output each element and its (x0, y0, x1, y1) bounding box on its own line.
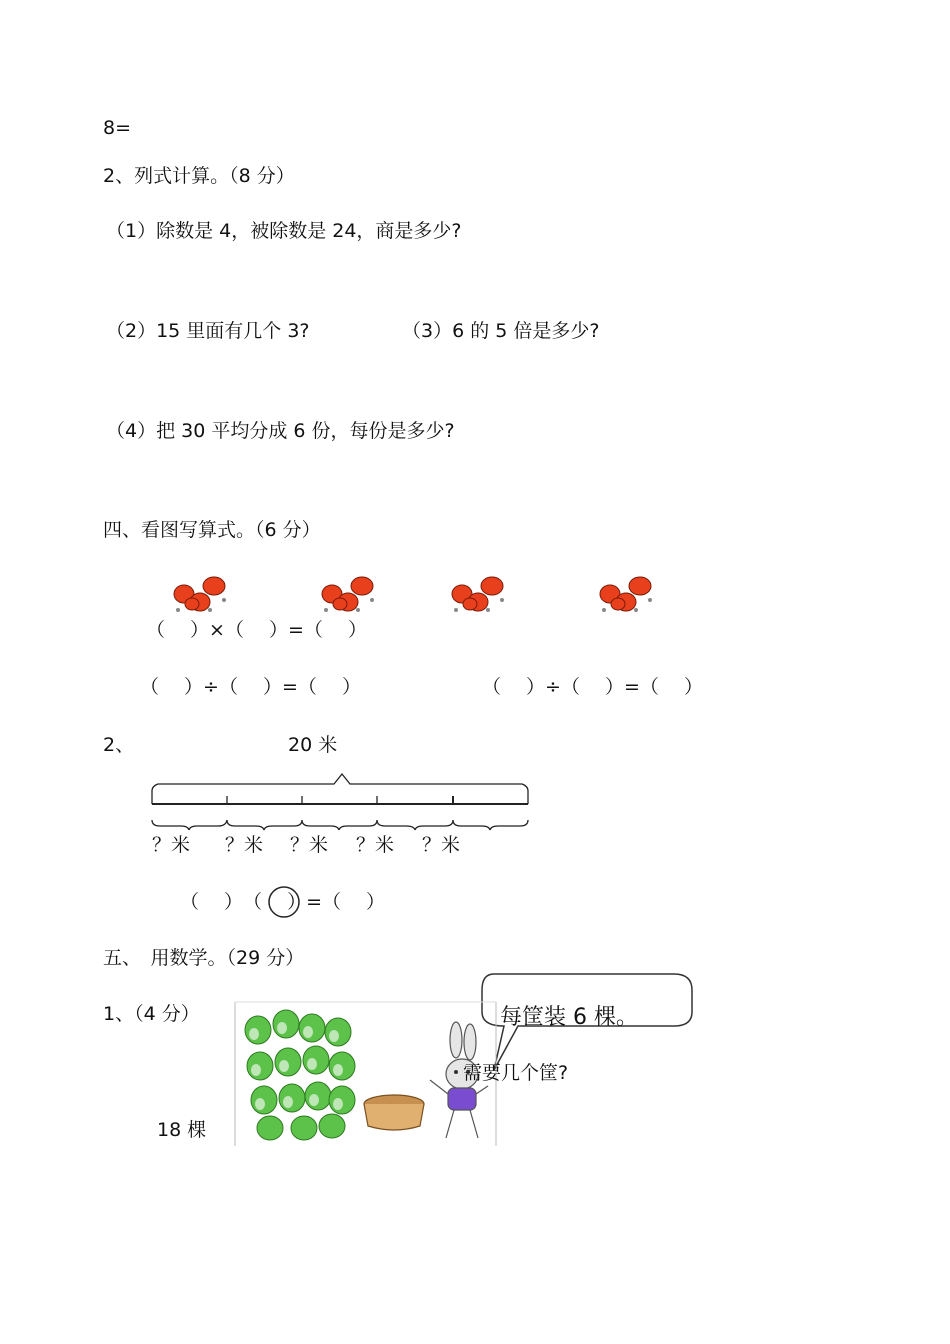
equation-blank[interactable]: （ ） （ ）=（ ） (180, 891, 386, 913)
section-4-title: 四、看图写算式。（6 分） (103, 519, 321, 541)
line-segment-diagram (148, 768, 534, 834)
segment-label: ？米 (356, 834, 395, 856)
segment-label: ？米 (290, 834, 329, 856)
circle-blank-icon[interactable] (266, 884, 302, 920)
q2-3: （3）6 的 5 倍是多少? (402, 320, 600, 342)
speech-bubble-text: 每筐装 6 棵。 (500, 1005, 638, 1030)
question-4-2-label: 2、 (103, 734, 135, 756)
q2-1: （1）除数是 4，被除数是 24，商是多少? (106, 220, 462, 242)
segment-label: ？米 (152, 834, 191, 856)
fruit-cluster-icon (170, 572, 234, 618)
equation-divide-b[interactable]: （ ）÷（ ）=（ ） (482, 676, 703, 698)
top-fragment: 8= (103, 117, 132, 139)
q2-4: （4）把 30 平均分成 6 份，每份是多少? (106, 420, 455, 442)
q2-title: 2、列式计算。（8 分） (103, 165, 295, 187)
equation-divide-a[interactable]: （ ）÷（ ）=（ ） (140, 676, 361, 698)
total-length-label: 20 米 (288, 734, 338, 756)
question-5-1-label: 1、（4 分） (103, 1003, 200, 1025)
fruit-cluster-icon (596, 572, 660, 618)
section-5-title: 五、 用数学。（29 分） (103, 947, 305, 969)
q2-2: （2）15 里面有几个 3? (106, 320, 310, 342)
fruit-cluster-icon (448, 572, 512, 618)
segment-label: ？米 (225, 834, 264, 856)
equation-multiply[interactable]: （ ）×（ ）=（ ） (146, 619, 367, 641)
cabbage-count: 18 棵 (157, 1119, 207, 1141)
question-text: 需要几个筐? (463, 1062, 569, 1084)
cabbage-rabbit-illustration (234, 1000, 500, 1146)
segment-label: ？米 (422, 834, 461, 856)
fruit-cluster-icon (318, 572, 382, 618)
